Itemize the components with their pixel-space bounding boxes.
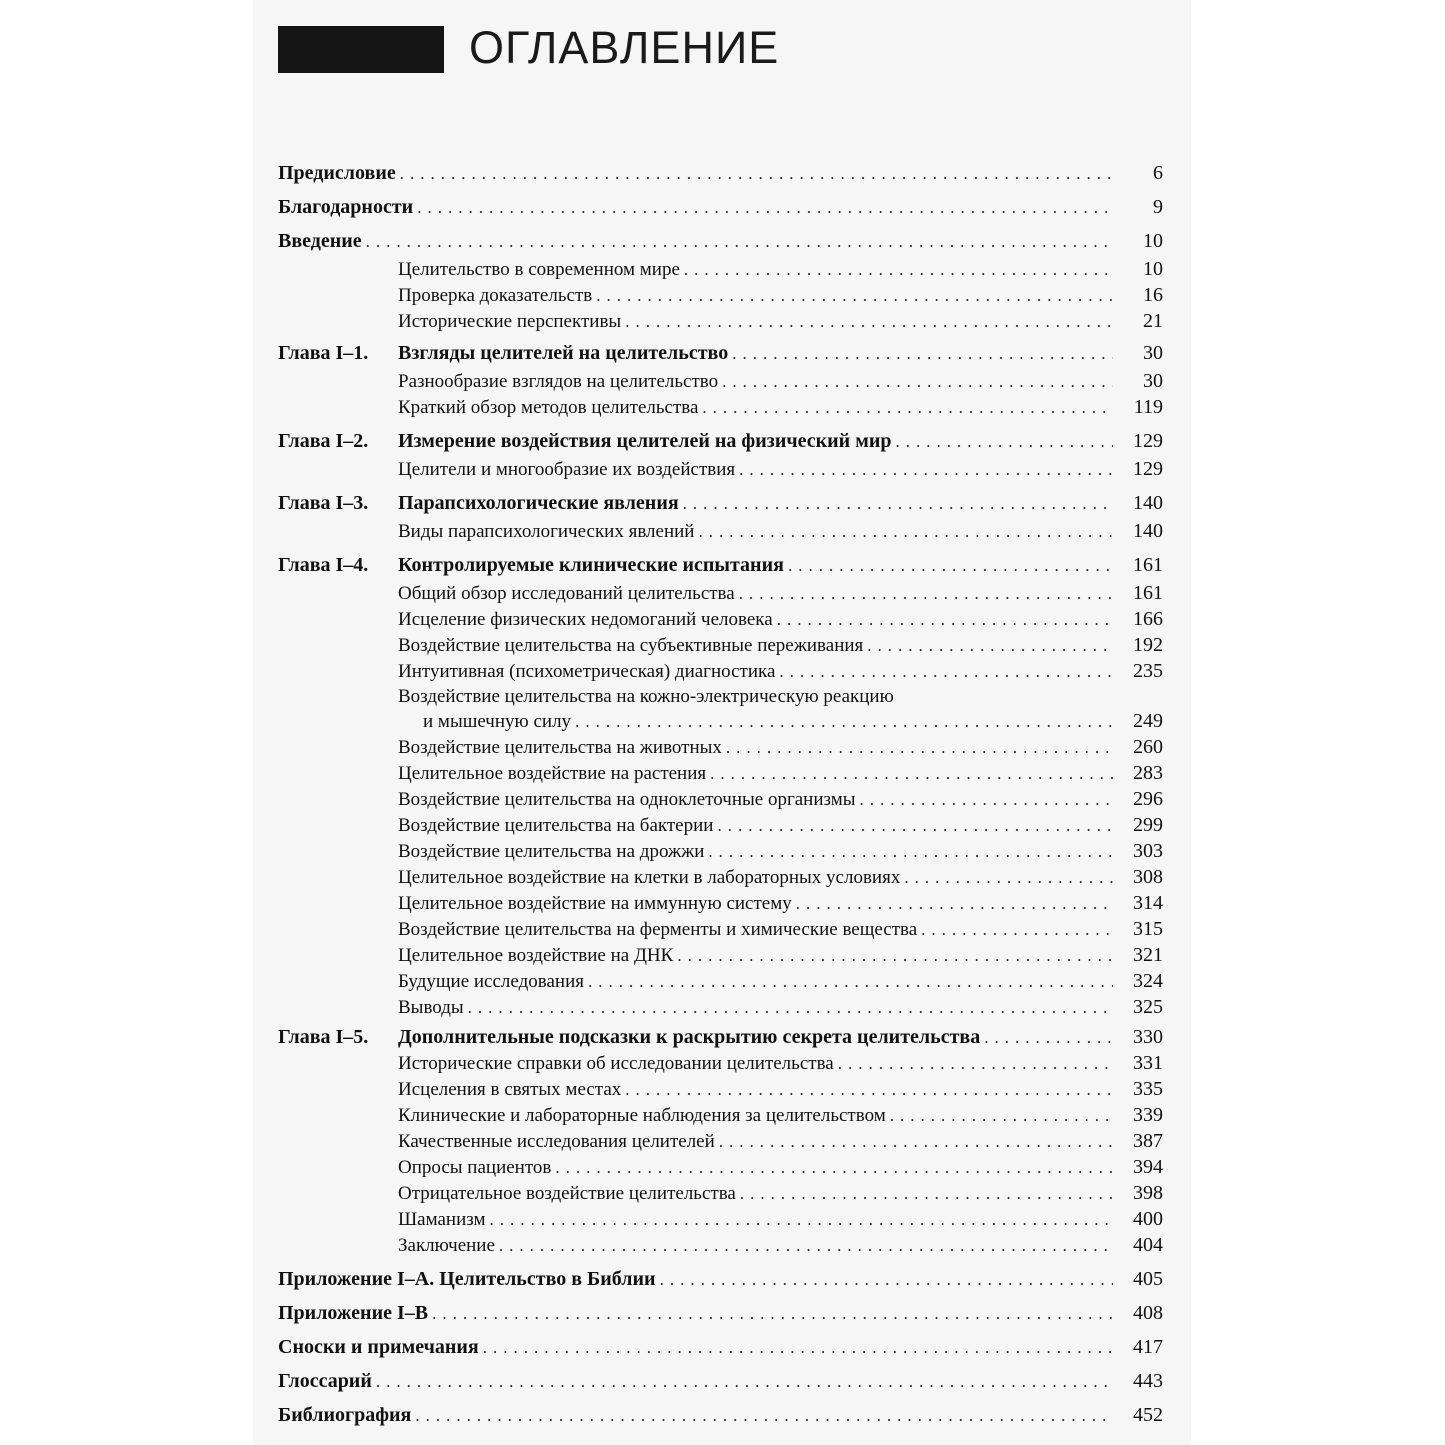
- toc-page-number: 339: [1133, 1104, 1163, 1126]
- toc-page-number: 303: [1133, 840, 1163, 862]
- toc-entry-title: Целительное воздействие на клетки в лабораторных условиях: [398, 867, 901, 888]
- toc-entry-title: Разнообразие взглядов на целительство: [398, 371, 719, 392]
- toc-subentry: [278, 788, 1163, 814]
- toc-subentry: [278, 608, 1163, 634]
- toc-subentry: [278, 762, 1163, 788]
- dot-leader: [921, 920, 1113, 940]
- toc-entry-title: Воздействие целительства на бактерии: [398, 815, 714, 836]
- chapter-label: Глава I–2.: [278, 430, 369, 452]
- toc-entry-title: Контролируемые клинические испытания: [398, 554, 784, 576]
- toc-page-number: 296: [1133, 788, 1163, 810]
- dot-leader: [683, 494, 1113, 514]
- toc-page-number: 404: [1133, 1234, 1163, 1256]
- toc-entry-title: Будущие исследования: [398, 971, 584, 992]
- title-decoration-bar: [278, 26, 444, 73]
- dot-leader: [732, 344, 1113, 364]
- toc-page-number: 330: [1133, 1026, 1163, 1048]
- dot-leader: [417, 198, 1113, 218]
- toc-subentry: [278, 582, 1163, 608]
- toc-entry-title: Приложение I–А. Целительство в Библии: [278, 1268, 656, 1290]
- dot-leader: [415, 1406, 1113, 1426]
- dot-leader: [366, 232, 1113, 252]
- toc-subentry: [278, 1182, 1163, 1208]
- toc-entry-title: Заключение: [398, 1235, 495, 1256]
- toc-chapter: [278, 342, 1163, 368]
- toc-page-number: 166: [1133, 608, 1163, 630]
- toc-entry-title: Воздействие целительства на дрожжи: [398, 841, 705, 862]
- toc-subentry: [278, 1208, 1163, 1234]
- dot-leader: [625, 1080, 1113, 1100]
- toc-entry-title: Отрицательное воздействие целительства: [398, 1183, 736, 1204]
- toc-entry: [278, 1370, 1163, 1396]
- toc-entry-title: Измерение воздействия целителей на физический мир: [398, 430, 892, 452]
- toc-page-number: 161: [1133, 582, 1163, 604]
- dot-leader: [739, 584, 1113, 604]
- toc-subentry-continuation: [278, 710, 1163, 736]
- toc-page-number: 299: [1133, 814, 1163, 836]
- toc-page-number: 9: [1153, 196, 1163, 218]
- chapter-label: Глава I–5.: [278, 1026, 369, 1048]
- toc-entry: [278, 162, 1163, 188]
- toc-page-number: 405: [1133, 1268, 1163, 1290]
- toc-entry-title: Целительное воздействие на иммунную систему: [398, 893, 792, 914]
- toc-entry-title: Краткий обзор методов целительства: [398, 397, 699, 418]
- dot-leader: [726, 738, 1113, 758]
- dot-leader: [468, 998, 1113, 1018]
- dot-leader: [660, 1270, 1113, 1290]
- toc-entry-title: Исторические справки об исследовании целительства: [398, 1053, 834, 1074]
- dot-leader: [904, 868, 1113, 888]
- toc-entry-title: Целители и многообразие их воздействия: [398, 459, 736, 480]
- toc-subentry: [278, 814, 1163, 840]
- dot-leader: [702, 398, 1113, 418]
- toc-page-number: 161: [1133, 554, 1163, 576]
- toc-entry: [278, 1268, 1163, 1294]
- toc-entry-title: Целительство в современном мире: [398, 259, 680, 280]
- toc-entry-title: Благодарности: [278, 196, 414, 218]
- toc-page-number: 140: [1133, 492, 1163, 514]
- toc-subentry: [278, 396, 1163, 422]
- toc-entry-title: Целительное воздействие на ДНК: [398, 945, 674, 966]
- toc-subentry: [278, 866, 1163, 892]
- toc-subentry: [278, 892, 1163, 918]
- dot-leader: [490, 1210, 1113, 1230]
- toc-entry-title: Приложение I–В: [278, 1302, 429, 1324]
- dot-leader: [779, 662, 1113, 682]
- toc-subentry: [278, 1052, 1163, 1078]
- dot-leader: [984, 1028, 1113, 1048]
- toc-entry-title: Виды парапсихологических явлений: [398, 521, 695, 542]
- toc-page-number: 308: [1133, 866, 1163, 888]
- toc-subentry: [278, 970, 1163, 996]
- toc-entry-title: Предисловие: [278, 162, 396, 184]
- toc-subentry: [278, 1104, 1163, 1130]
- dot-leader: [777, 610, 1113, 630]
- dot-leader: [684, 260, 1113, 280]
- toc-entry-title: Проверка доказательств: [398, 285, 593, 306]
- toc-entry-title: Дополнительные подсказки к раскрытию секрета целительства: [398, 1026, 981, 1048]
- dot-leader: [710, 764, 1113, 784]
- toc-entry-title: Шаманизм: [398, 1209, 486, 1230]
- toc-page-number: 335: [1133, 1078, 1163, 1100]
- toc-page-number: 417: [1133, 1336, 1163, 1358]
- toc-entry-title: и мышечную силу: [423, 711, 572, 732]
- toc-entry-title: Взгляды целителей на целительство: [398, 342, 729, 364]
- toc-subentry: [278, 520, 1163, 546]
- toc-entry-title: Воздействие целительства на одноклеточные организмы: [398, 789, 856, 810]
- dot-leader: [588, 972, 1113, 992]
- chapter-label: Глава I–1.: [278, 342, 369, 364]
- dot-leader: [555, 1158, 1113, 1178]
- toc-page-number: 129: [1133, 430, 1163, 452]
- toc-page-number: 129: [1133, 458, 1163, 480]
- toc-subentry-first-line: [278, 686, 1163, 712]
- chapter-label: Глава I–3.: [278, 492, 369, 514]
- dot-leader: [717, 816, 1113, 836]
- dot-leader: [739, 460, 1113, 480]
- toc-page-number: 192: [1133, 634, 1163, 656]
- dot-leader: [722, 372, 1113, 392]
- toc-page-number: 30: [1143, 342, 1163, 364]
- dot-leader: [788, 556, 1113, 576]
- toc-subentry: [278, 284, 1163, 310]
- toc-subentry: [278, 840, 1163, 866]
- toc-entry-title: Исцеление физических недомоганий человека: [398, 609, 773, 630]
- dot-leader: [698, 522, 1113, 542]
- toc-page-number: 119: [1133, 396, 1163, 418]
- toc-subentry: [278, 370, 1163, 396]
- toc-page-number: 260: [1133, 736, 1163, 758]
- toc-chapter: [278, 1026, 1163, 1052]
- dot-leader: [677, 946, 1113, 966]
- dot-leader: [860, 790, 1113, 810]
- toc-page-number: 331: [1133, 1052, 1163, 1074]
- toc-entry: [278, 196, 1163, 222]
- toc-page-number: 398: [1133, 1182, 1163, 1204]
- toc-entry-title: Глоссарий: [278, 1370, 372, 1392]
- toc-entry-title: Общий обзор исследований целительства: [398, 583, 735, 604]
- dot-leader: [740, 1184, 1113, 1204]
- toc-entry-title: Качественные исследования целителей: [398, 1131, 715, 1152]
- toc-page-number: 325: [1133, 996, 1163, 1018]
- toc-page-number: 315: [1133, 918, 1163, 940]
- toc-subentry: [278, 1156, 1163, 1182]
- page-title: ОГЛАВЛЕНИЕ: [469, 22, 780, 73]
- toc-subentry: [278, 1078, 1163, 1104]
- toc-page-number: 140: [1133, 520, 1163, 542]
- toc-subentry: [278, 258, 1163, 284]
- toc-page-number: 387: [1133, 1130, 1163, 1152]
- toc-entry: [278, 1404, 1163, 1430]
- toc-subentry: [278, 1234, 1163, 1260]
- dot-leader: [575, 712, 1113, 732]
- toc-page-number: 400: [1133, 1208, 1163, 1230]
- dot-leader: [483, 1338, 1113, 1358]
- toc-page-number: 16: [1143, 284, 1163, 306]
- toc-chapter: [278, 554, 1163, 580]
- toc-page-number: 283: [1133, 762, 1163, 784]
- toc-subentry: [278, 736, 1163, 762]
- toc-entry-title: Интуитивная (психометрическая) диагностика: [398, 661, 776, 682]
- toc-subentry: [278, 660, 1163, 686]
- toc-page-number: 443: [1133, 1370, 1163, 1392]
- toc-entry-title: Целительное воздействие на растения: [398, 763, 707, 784]
- toc-page-number: 30: [1143, 370, 1163, 392]
- toc-entry-title: Выводы: [398, 997, 464, 1018]
- toc-page-number: 394: [1133, 1156, 1163, 1178]
- toc-page-number: 10: [1143, 230, 1163, 252]
- toc-entry-title: Сноски и примечания: [278, 1336, 479, 1358]
- toc-entry-title: Воздействие целительства на ферменты и химические вещества: [398, 919, 918, 940]
- toc-entry-title: Клинические и лабораторные наблюдения за целительством: [398, 1105, 886, 1126]
- toc-page-number: 314: [1133, 892, 1163, 914]
- toc-entry: [278, 1336, 1163, 1362]
- toc-page-number: 408: [1133, 1302, 1163, 1324]
- toc-page-number: 452: [1133, 1404, 1163, 1426]
- toc-entry-title: Исцеления в святых местах: [398, 1079, 622, 1100]
- chapter-label: Глава I–4.: [278, 554, 369, 576]
- toc-entry-title: Введение: [278, 230, 362, 252]
- toc-chapter: [278, 430, 1163, 456]
- toc-page-number: 324: [1133, 970, 1163, 992]
- toc-entry-title: Воздействие целительства на животных: [398, 737, 722, 758]
- toc-subentry: [278, 918, 1163, 944]
- toc-chapter: [278, 492, 1163, 518]
- dot-leader: [432, 1304, 1113, 1324]
- dot-leader: [796, 894, 1113, 914]
- toc-page-number: 6: [1153, 162, 1163, 184]
- toc-subentry: [278, 458, 1163, 484]
- dot-leader: [890, 1106, 1113, 1126]
- toc-entry-title: Опросы пациентов: [398, 1157, 552, 1178]
- toc-subentry: [278, 944, 1163, 970]
- toc-subentry: [278, 996, 1163, 1022]
- toc-page-number: 249: [1133, 710, 1163, 732]
- toc-subentry: [278, 310, 1163, 336]
- book-page: [253, 0, 1191, 1445]
- dot-leader: [400, 164, 1113, 184]
- dot-leader: [499, 1236, 1113, 1256]
- toc-entry: [278, 230, 1163, 256]
- dot-leader: [719, 1132, 1113, 1152]
- toc-entry-title: Воздействие целительства на субъективные переживания: [398, 635, 864, 656]
- toc-entry-title: Исторические перспективы: [398, 311, 622, 332]
- dot-leader: [838, 1054, 1113, 1074]
- dot-leader: [376, 1372, 1113, 1392]
- toc-page-number: 21: [1143, 310, 1163, 332]
- dot-leader: [895, 432, 1113, 452]
- toc-subentry: [278, 1130, 1163, 1156]
- dot-leader: [867, 636, 1113, 656]
- toc-subentry: [278, 634, 1163, 660]
- dot-leader: [596, 286, 1113, 306]
- toc-entry: [278, 1302, 1163, 1328]
- toc-entry-title: Библиография: [278, 1404, 412, 1426]
- toc-page-number: 10: [1143, 258, 1163, 280]
- dot-leader: [625, 312, 1113, 332]
- toc-page-number: 321: [1133, 944, 1163, 966]
- toc-entry-title: Воздействие целительства на кожно-электрическую реакцию: [398, 686, 894, 707]
- dot-leader: [708, 842, 1113, 862]
- toc-page-number: 235: [1133, 660, 1163, 682]
- toc-entry-title: Парапсихологические явления: [398, 492, 679, 514]
